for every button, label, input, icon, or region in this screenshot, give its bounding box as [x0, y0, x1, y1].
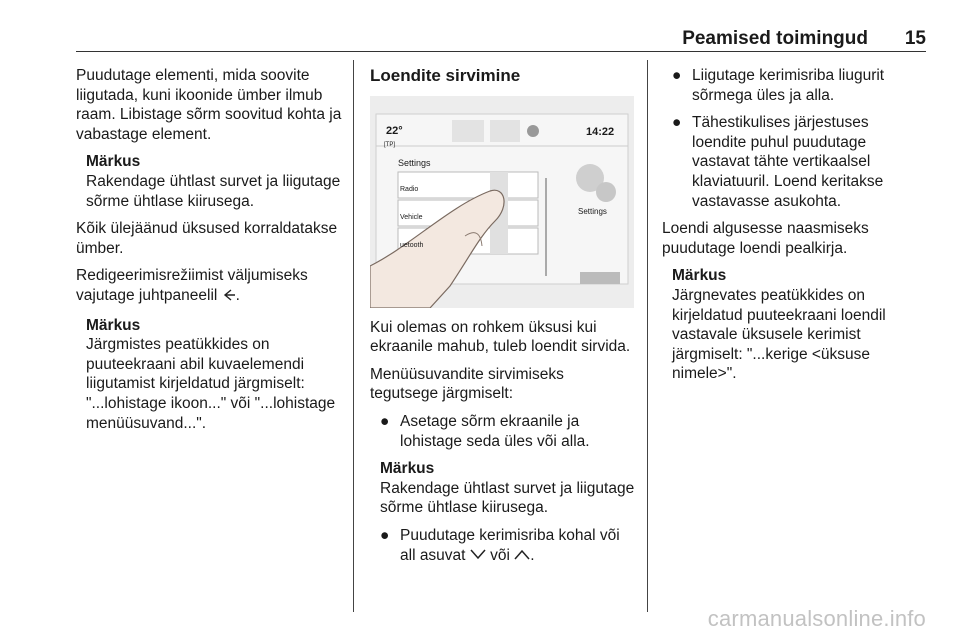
paragraph: Redigeerimisrežiimist väljumiseks vajutage juhtpaneelil . [76, 266, 344, 307]
note-text: Rakendage ühtlast survet ja liigutage sõrme ühtlase kiirusega. [86, 172, 341, 210]
column-1 [76, 66, 344, 441]
note-heading: Märkus [86, 153, 141, 171]
paragraph: Kõik ülejäänud üksused korraldatakse ümber. [76, 220, 338, 257]
page-number: 15 [904, 28, 926, 49]
screen-time: 14:22 [586, 125, 615, 138]
screen-list-item: Vehicle [400, 213, 423, 221]
screen-list-item: Radio [400, 185, 419, 193]
paragraph-text: Redigeerimisrežiimist väljumiseks vajutage juhtpaneelil [76, 267, 308, 304]
note-text: Järgnevates peatükkides on kirjeldatud puuteekraani loendil vastavale üksusele kerimist järgmiselt: "...kerige <üksuse nimele>". [672, 286, 886, 383]
chevron-down-icon [470, 546, 486, 566]
bullet-item [662, 113, 926, 211]
column-divider-2 [647, 60, 648, 612]
paragraph: Kui olemas on rohkem üksusi kui ekraanile mahub, tuleb loendit sirvida. [370, 318, 631, 356]
bullet-text: Tähestikulises järjestuses loendite puhul puudutage vastavat tähte vertikaalsel klaviatuuril. Loend keritakse vastavasse asukohta. [692, 114, 884, 210]
screen-settings-label: Settings [578, 206, 607, 216]
bullet-text-or: või [490, 546, 510, 564]
screen-list-item: uetooth [400, 241, 424, 249]
note-heading: Märkus [672, 267, 727, 285]
screen-menu-title: Settings [398, 157, 431, 168]
note-box [672, 266, 926, 384]
column-divider-1 [353, 60, 354, 612]
back-arrow-icon [222, 288, 236, 308]
note-box [86, 152, 344, 211]
page-header [76, 28, 926, 50]
bullet-dot: ● [672, 67, 682, 84]
bullet-dot: ● [380, 526, 390, 544]
bullet-dot: ● [380, 412, 390, 430]
note-box [86, 316, 344, 434]
column-3 [662, 66, 926, 392]
bullet-item: ● Puudutage kerimisriba kohal või all asuvat või . [380, 526, 620, 564]
bullet-item [370, 412, 636, 451]
note-heading: Märkus [380, 460, 435, 478]
note-text: Järgmistes peatükkides on puuteekraani abil kuvaelemendi liigutamist kirjeldatud järgmiselt: "...lohistage ikoon..." või "...lohistage menüüsuvand...". [86, 336, 336, 432]
touchscreen-scroll-photo [370, 96, 634, 308]
note-text: Rakendage ühtlast survet ja liigutage sõrme ühtlase kiirusega. [380, 479, 635, 517]
paragraph: Loendi algusesse naasmiseks puudutage loendi pealkirja. [662, 220, 869, 257]
section-title: Peamised toimingud [682, 28, 868, 49]
watermark: carmanualsonline.info [707, 606, 926, 631]
note-box [380, 459, 636, 518]
bullet-text: Puudutage kerimisriba kohal või all asuvat [400, 526, 620, 564]
paragraph: Puudutage elementi, mida soovite liigutada, kuni ikoonide ümber ilmub raam. Libistage sõrm soovitud kohta ja vabastage element. [76, 67, 342, 143]
bullet-item [662, 66, 926, 105]
bullet-text: Asetage sõrm ekraanile ja lohistage seda üles või alla. [400, 412, 590, 450]
screen-tp: [TP] [384, 141, 396, 148]
note-heading: Märkus [86, 316, 141, 334]
bullet-text: Liigutage kerimisriba liugurit sõrmega üles ja alla. [692, 67, 885, 104]
bullet-dot: ● [672, 114, 682, 132]
column-2 [370, 66, 636, 573]
screen-temperature: 22° [386, 124, 403, 137]
section-heading: Loendite sirvimine [370, 66, 521, 85]
paragraph: Menüüsuvandite sirvimiseks tegutsege järgmiselt: [370, 365, 564, 403]
chevron-up-icon [514, 546, 530, 566]
header-rule [76, 51, 926, 52]
